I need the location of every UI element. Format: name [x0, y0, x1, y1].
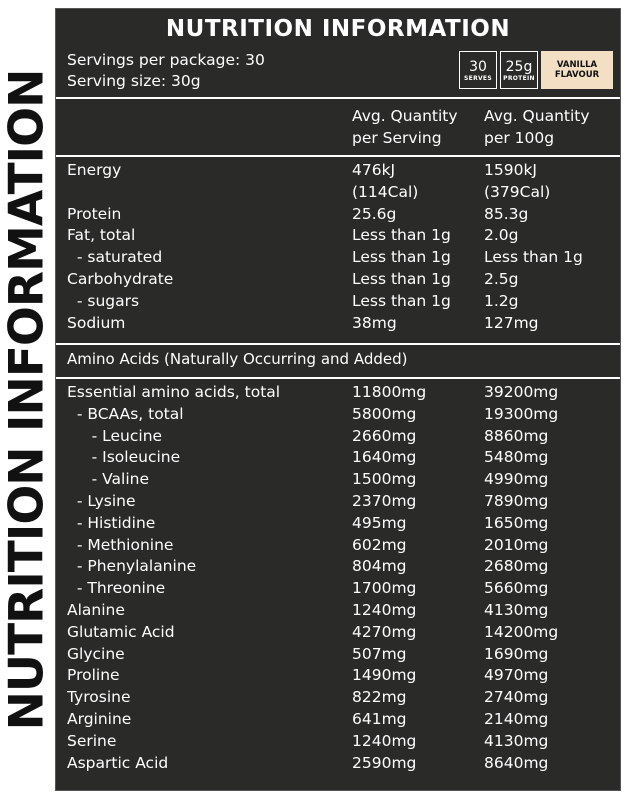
- nutrient-name: - Methionine: [67, 535, 174, 554]
- per-100g-value: 8640mg: [484, 753, 549, 772]
- per-serving-value: 1640mg: [352, 448, 417, 467]
- flavour-line-2: FLAVOUR: [554, 70, 600, 80]
- per-100g-value: 4990mg: [484, 470, 549, 489]
- per-100g-value: 5480mg: [484, 448, 549, 467]
- per-100g-value: 4130mg: [484, 600, 549, 619]
- per-100g-value: 2740mg: [484, 688, 549, 707]
- per-serving-value: 5800mg: [352, 404, 417, 423]
- table-row: [56, 182, 620, 204]
- nutrient-name: Tyrosine: [67, 688, 131, 707]
- per-serving-value: 38mg: [352, 313, 397, 332]
- nutrient-name: - sugars: [67, 291, 140, 310]
- flavour-badge: [541, 51, 613, 89]
- per-100g-value: 1.2g: [484, 291, 519, 310]
- per-serving-value: 2590mg: [352, 753, 417, 772]
- side-title-banner: [0, 0, 54, 801]
- per-serving-value: 822mg: [352, 688, 407, 707]
- amino-section-title: Amino Acids (Naturally Occurring and Added): [67, 350, 408, 368]
- table-row: [56, 469, 620, 491]
- per-serving-value: 1700mg: [352, 579, 417, 598]
- nutrient-name: Sodium: [67, 313, 126, 332]
- table-row: [56, 731, 620, 753]
- table-row: [56, 404, 620, 426]
- per-serving-value: 25.6g: [352, 204, 397, 223]
- per-serving-value: (114Cal): [352, 182, 419, 201]
- nutrient-name: Arginine: [67, 709, 132, 728]
- column-header-per-serving: [352, 105, 458, 149]
- per-100g-value: 2.5g: [484, 269, 519, 288]
- column-header-per-100g: [484, 105, 590, 149]
- per-100g-value: 2680mg: [484, 557, 549, 576]
- per-serving-value: 476kJ: [352, 161, 396, 179]
- per-100g-value: 4130mg: [484, 731, 549, 750]
- nutrient-name: - Valine: [67, 470, 150, 489]
- serving-size: Serving size: 30g: [67, 72, 201, 90]
- per-100g-value: 2010mg: [484, 535, 549, 554]
- nutrient-name: - saturated: [67, 248, 163, 267]
- column-header-per-100g-line2: per 100g: [484, 129, 555, 147]
- protein-badge: [500, 51, 538, 89]
- per-100g-value: Less than 1g: [484, 248, 583, 267]
- table-row: [56, 665, 620, 687]
- nutrient-name: Proline: [67, 666, 120, 685]
- table-row: [56, 447, 620, 469]
- nutrient-name: Serine: [67, 731, 117, 750]
- divider-amino-bottom: [56, 377, 620, 379]
- per-100g-value: 1590kJ: [484, 161, 537, 179]
- per-serving-value: 1240mg: [352, 731, 417, 750]
- table-row: [56, 535, 620, 557]
- table-row: [56, 709, 620, 731]
- table-row: [56, 491, 620, 513]
- nutrient-name: Alanine: [67, 600, 125, 619]
- per-serving-value: 11800mg: [352, 383, 427, 401]
- per-100g-value: (379Cal): [484, 182, 551, 201]
- table-row: [56, 687, 620, 709]
- nutrient-name: - Leucine: [67, 426, 163, 445]
- per-serving-value: 1240mg: [352, 600, 417, 619]
- table-row: [56, 513, 620, 535]
- table-row: [56, 160, 620, 182]
- per-serving-value: Less than 1g: [352, 248, 451, 267]
- table-row: [56, 382, 620, 404]
- per-100g-value: 2.0g: [484, 226, 519, 245]
- nutrient-table: [56, 160, 620, 334]
- divider-top: [56, 97, 620, 99]
- table-row: [56, 204, 620, 226]
- serves-count: 30: [469, 58, 487, 75]
- serving-info: [67, 50, 265, 92]
- per-serving-value: 1490mg: [352, 666, 417, 685]
- column-header-per-100g-line1: Avg. Quantity: [484, 107, 590, 125]
- per-100g-value: 8860mg: [484, 426, 549, 445]
- per-100g-value: 4970mg: [484, 666, 549, 685]
- badge-group: [459, 51, 613, 89]
- page-title: NUTRITION INFORMATION: [165, 16, 511, 42]
- per-100g-value: 39200mg: [484, 383, 559, 401]
- nutrition-panel: [55, 8, 621, 791]
- nutrient-name: - BCAAs, total: [67, 404, 184, 423]
- per-100g-value: 1650mg: [484, 513, 549, 532]
- nutrient-name: Energy: [67, 161, 122, 179]
- nutrient-name: - Lysine: [67, 491, 136, 510]
- nutrient-name: Fat, total: [67, 226, 136, 245]
- nutrient-name: Carbohydrate: [67, 269, 174, 288]
- per-serving-value: 495mg: [352, 513, 407, 532]
- per-serving-value: 2370mg: [352, 491, 417, 510]
- table-row: [56, 578, 620, 600]
- per-serving-value: Less than 1g: [352, 269, 451, 288]
- flavour-line-1: VANILLA: [556, 60, 598, 70]
- nutrient-name: Aspartic Acid: [67, 753, 169, 772]
- per-serving-value: 4270mg: [352, 622, 417, 641]
- nutrient-name: - Threonine: [67, 579, 166, 598]
- per-serving-value: Less than 1g: [352, 291, 451, 310]
- servings-per-package: Servings per package: 30: [67, 51, 265, 69]
- nutrient-name: Protein: [67, 204, 122, 223]
- per-100g-value: 14200mg: [484, 622, 559, 641]
- per-serving-value: 2660mg: [352, 426, 417, 445]
- side-title: NUTRITION INFORMATION: [0, 69, 54, 731]
- per-100g-value: 85.3g: [484, 204, 529, 223]
- table-row: [56, 313, 620, 335]
- serves-badge: [459, 51, 497, 89]
- nutrient-name: Glycine: [67, 644, 125, 663]
- nutrient-name: - Histidine: [67, 513, 156, 532]
- per-serving-value: 641mg: [352, 709, 407, 728]
- nutrient-name: - Phenylalanine: [67, 557, 197, 576]
- per-100g-value: 5660mg: [484, 579, 549, 598]
- table-row: [56, 556, 620, 578]
- per-100g-value: 2140mg: [484, 709, 549, 728]
- per-serving-value: 507mg: [352, 644, 407, 663]
- per-serving-value: Less than 1g: [352, 226, 451, 245]
- divider-header: [56, 155, 620, 157]
- table-row: [56, 753, 620, 775]
- table-row: [56, 247, 620, 269]
- amino-table: [56, 382, 620, 774]
- serves-label: SERVES: [464, 74, 492, 82]
- divider-amino-top: [56, 343, 620, 345]
- column-header-per-serving-line2: per Serving: [352, 129, 442, 147]
- table-row: [56, 426, 620, 448]
- protein-label: PROTEIN: [503, 74, 535, 82]
- per-100g-value: 1690mg: [484, 644, 549, 663]
- table-row: [56, 291, 620, 313]
- nutrient-name: Essential amino acids, total: [67, 383, 281, 401]
- per-serving-value: 602mg: [352, 535, 407, 554]
- nutrient-name: Glutamic Acid: [67, 622, 175, 641]
- per-100g-value: 7890mg: [484, 491, 549, 510]
- protein-amount: 25g: [505, 58, 533, 75]
- column-header-per-serving-line1: Avg. Quantity: [352, 107, 458, 125]
- table-row: [56, 644, 620, 666]
- table-row: [56, 622, 620, 644]
- table-row: [56, 225, 620, 247]
- per-serving-value: 1500mg: [352, 470, 417, 489]
- per-100g-value: 19300mg: [484, 404, 559, 423]
- per-100g-value: 127mg: [484, 313, 539, 332]
- table-row: [56, 269, 620, 291]
- table-row: [56, 600, 620, 622]
- per-serving-value: 804mg: [352, 557, 407, 576]
- nutrient-name: - Isoleucine: [67, 448, 181, 467]
